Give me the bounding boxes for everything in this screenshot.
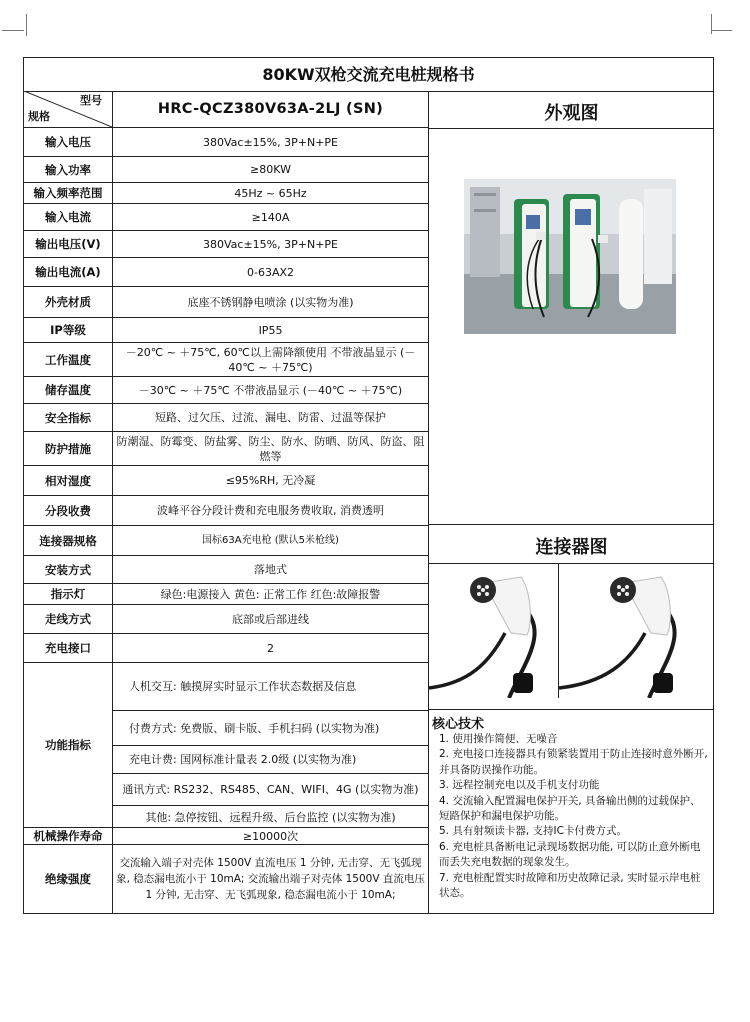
spec-value-cell: 落地式 (254, 563, 287, 576)
spec-row (24, 605, 428, 634)
spec-row (24, 404, 428, 432)
charger-photo (464, 179, 676, 334)
right-panel (428, 91, 714, 913)
tech-item: 4. 交流输入配置漏电保护开关, 具备输出侧的过载保护、短路保护和漏电保护功能。 (439, 794, 701, 823)
spec-label-cell: 输入电流 (24, 204, 113, 230)
insulation-row (24, 845, 428, 913)
spec-label-cell: 输入频率范围 (24, 183, 113, 203)
spec-value-cell: 380Vac±15%, 3P+N+PE (203, 237, 338, 251)
connector-gun-image (429, 563, 557, 698)
function-item: 其他: 急停按钮、远程升级、后台监控 (以实物为准) (145, 810, 396, 824)
connector-images (429, 563, 714, 698)
tech-item: 1. 使用操作简便、无噪音 (439, 733, 558, 745)
spec-row (24, 432, 428, 466)
spec-value-cell: ≥140A (251, 210, 290, 224)
spec-value-cell: IP55 (258, 323, 283, 337)
spec-label: 规格 (28, 110, 50, 123)
spec-value-cell: －20℃ ~ ＋75℃, 60℃以上需降额使用 不带液晶显示 (－40℃ ~ ＋75℃) (125, 345, 416, 374)
spec-value-cell: ≥80KW (250, 163, 291, 176)
spec-label-cell: 输入功率 (24, 157, 113, 182)
lifetime-value-cell: ≥10000次 (242, 829, 299, 843)
spec-row (24, 584, 428, 605)
spec-value-cell: 防潮湿、防霉变、防盐雾、防尘、防水、防晒、防风、防盗、阻燃等 (116, 434, 425, 463)
spec-row (24, 634, 428, 663)
spec-row (24, 204, 428, 231)
insulation-label-cell: 绝缘强度 (24, 845, 113, 913)
spec-label-cell: 指示灯 (24, 584, 113, 604)
spec-label-cell: 输入电压 (24, 128, 113, 156)
model-row (24, 91, 428, 128)
model-label: 型号 (80, 94, 102, 107)
function-item: 通讯方式: RS232、RS485、CAN、WIFI、4G (以实物为准) (113, 774, 428, 806)
spec-label-cell: 工作温度 (24, 343, 113, 376)
crop-mark-top-left-horizontal (2, 30, 24, 31)
tech-item: 6. 充电桩具备断电记录现场数据功能, 可以防止意外断电而丢失充电数据的现象发生。 (439, 840, 701, 869)
crop-mark-top-left-vertical (26, 14, 27, 36)
spec-value-cell: 国标63A充电枪 (默认5米枪线) (202, 535, 339, 546)
lifetime-label-cell: 机械操作寿命 (24, 828, 113, 844)
connector-title: 连接器图 (535, 537, 608, 558)
tech-item: 3. 远程控制充电以及手机支付功能 (439, 779, 600, 792)
tech-title: 核心技术 (432, 717, 485, 732)
tech-item: 5. 具有射频读卡器, 支持IC卡付费方式。 (439, 825, 627, 838)
spec-row (24, 258, 428, 287)
spec-label-cell: 输出电压(V) (24, 231, 113, 257)
function-label-cell: 功能指标 (24, 663, 113, 827)
spec-row (24, 343, 428, 377)
spec-label-cell: 安全指标 (24, 404, 113, 431)
spec-value-cell: 绿色:电源接入 黄色: 正常工作 红色:故障报警 (160, 587, 381, 601)
spec-row (24, 318, 428, 343)
tech-list (439, 732, 709, 901)
spec-row (24, 157, 428, 183)
spec-value-cell: 45Hz ~ 65Hz (234, 186, 307, 200)
spec-label-cell: 充电接口 (24, 634, 113, 662)
spec-value-cell: 短路、过欠压、过流、漏电、防雷、过温等保护 (155, 411, 386, 424)
spec-row (24, 287, 428, 318)
spec-row (24, 526, 428, 556)
spec-label-cell: 安装方式 (24, 556, 113, 583)
spec-label-cell: 外壳材质 (24, 287, 113, 317)
model-spec-header-cell (24, 91, 113, 127)
lifetime-row (24, 828, 428, 845)
spec-label-cell: 输出电流(A) (24, 258, 113, 286)
spec-row (24, 466, 428, 496)
spec-row (24, 231, 428, 258)
spec-label-cell: 相对湿度 (24, 466, 113, 495)
appearance-title: 外观图 (544, 103, 599, 124)
spec-label-cell: IP等级 (24, 318, 113, 342)
divider (429, 709, 714, 710)
spec-label-cell: 走线方式 (24, 605, 113, 633)
function-item: 充电计费: 国网标准计量表 2.0级 (以实物为准) (113, 746, 428, 774)
spec-label-cell: 储存温度 (24, 377, 113, 403)
spec-value-cell: 底座不锈钢静电喷涂 (以实物为准) (187, 295, 354, 309)
spec-row (24, 496, 428, 526)
function-items (113, 663, 428, 827)
function-spec-row (24, 663, 428, 828)
spec-label-cell: 连接器规格 (24, 526, 113, 555)
spec-row (24, 183, 428, 204)
divider (429, 524, 714, 525)
spec-sheet (23, 57, 714, 914)
spec-value-cell: 底部或后部进线 (232, 612, 309, 626)
spec-row (24, 556, 428, 584)
divider (429, 128, 714, 129)
spec-value-cell: ≤95%RH, 无冷凝 (225, 474, 316, 487)
spec-value-cell: 380Vac±15%, 3P+N+PE (203, 135, 338, 149)
document-title: 80KW双枪交流充电桩规格书 (24, 58, 713, 92)
function-item: 人机交互: 触摸屏实时显示工作状态数据及信息 (113, 663, 428, 711)
spec-label-cell: 分段收费 (24, 496, 113, 525)
tech-item: 2. 充电接口连接器具有锁紧装置用于防止连接时意外断开, 并具备防误操作功能。 (439, 748, 708, 776)
function-item: 付费方式: 免费版、刷卡版、手机扫码 (以实物为准) (113, 711, 428, 746)
divider (558, 563, 559, 698)
spec-row (24, 128, 428, 157)
spec-row (24, 377, 428, 404)
connector-gun-image (559, 563, 714, 698)
crop-mark-top-right-vertical (711, 14, 712, 34)
spec-value-cell: 波峰平谷分段计费和充电服务费收取, 消费透明 (157, 504, 384, 517)
spec-value-cell: －30℃ ~ ＋75℃ 不带液晶显示 (－40℃ ~ ＋75℃) (138, 383, 403, 397)
model-value: HRC-QCZ380V63A-2LJ (SN) (157, 100, 384, 117)
crop-mark-top-right-horizontal (712, 30, 732, 31)
spec-value-cell: 2 (267, 641, 274, 655)
spec-label-cell: 防护措施 (24, 432, 113, 465)
insulation-value-cell: 交流输入端子对壳体 1500V 直流电压 1 分钟, 无击穿、无飞弧现象, 稳态漏电流小于 10mA; 交流输出端子对壳体 1500V 直流电压 1 分钟, 无击穿、无飞弧现象, 稳态漏电流小于 10mA; (116, 857, 425, 901)
spec-value-cell: 0-63AX2 (246, 265, 295, 279)
tech-item: 7. 充电桩配置实时故障和历史故障记录, 实时显示岸电桩状态。 (439, 871, 701, 900)
